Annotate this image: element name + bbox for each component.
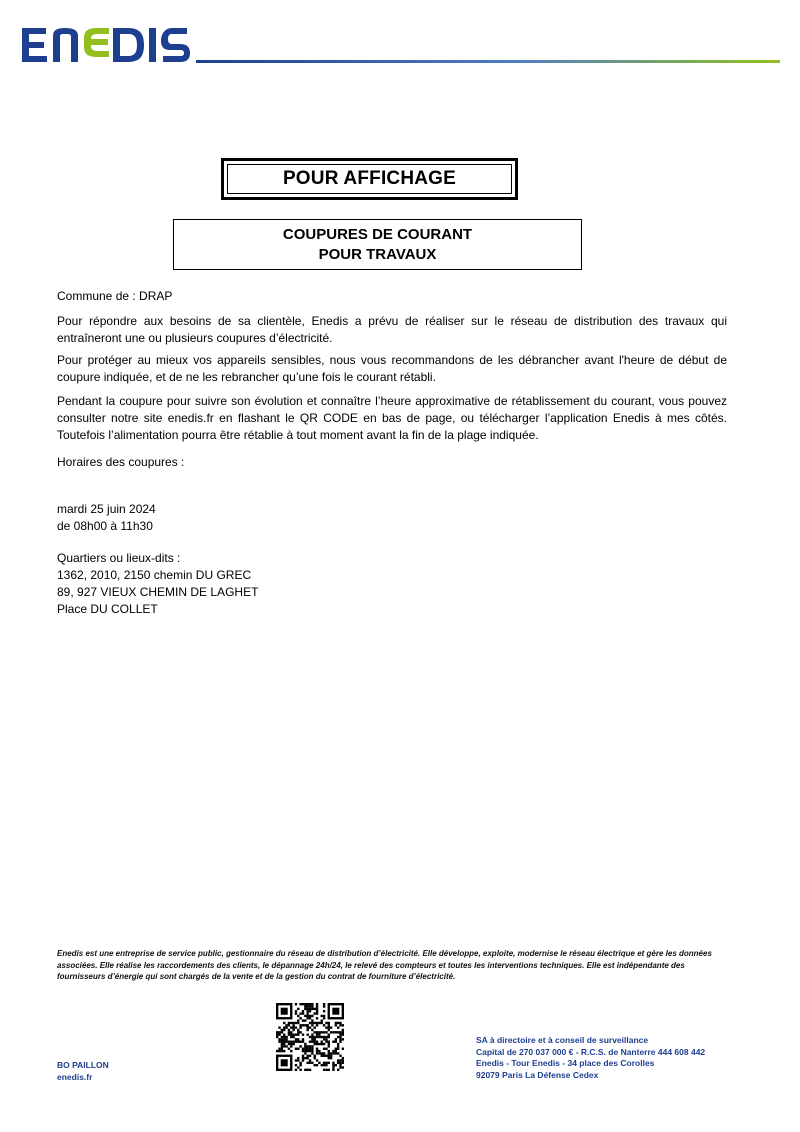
outage-date: mardi 25 juin 2024 xyxy=(57,502,156,516)
recommendation-paragraph: Pour protéger au mieux vos appareils sensibles, nous vous recommandons de les débrancher avant l'heure de début de coupure indiquée, et de ne les rebrancher qu’une fois le courant rétabli. xyxy=(57,353,727,384)
location-item: Place DU COLLET xyxy=(57,602,158,616)
pour-affichage-title: POUR AFFICHAGE xyxy=(227,164,512,194)
footer-left-block xyxy=(57,1060,109,1083)
legal-line: Enedis - Tour Enedis - 34 place des Corolles xyxy=(476,1058,655,1068)
pour-affichage-box xyxy=(221,158,518,200)
website-link[interactable]: enedis.fr xyxy=(57,1071,93,1082)
info-paragraph: Pendant la coupure pour suivre son évolution et connaître l’heure approximative de rétablissement du courant, vous pouvez consulter notre site enedis.fr en flashant le QR CODE en bas de page, ou télécharger l’application Enedis à mes côtés. Toutefois l’alimentation pourra être rétablie à tout moment avant la fin de la plage indiquée. xyxy=(57,394,727,442)
intro-paragraph: Pour répondre aux besoins de sa clientèle, Enedis a prévu de réaliser sur le réseau de distribution des travaux qui entraîneront une ou plusieurs coupures d’électricité. xyxy=(57,314,727,345)
disclaimer-line: associées. Elle réalise les raccordements des clients, le dépannage 24h/24, le relevé des compteurs et toutes les interventions techniques. Elle est indépendante des xyxy=(57,960,685,970)
footer-disclaimer xyxy=(57,948,747,983)
location-item: 1362, 2010, 2150 chemin DU GREC xyxy=(57,568,252,582)
qr-code-icon[interactable] xyxy=(276,1003,344,1071)
disclaimer-line: Enedis est une entreprise de service public, gestionnaire du réseau de distribution d’électricité. Elle développe, exploite, modernise le réseau électrique et gère les données xyxy=(57,949,712,958)
outage-time-range: de 08h00 à 11h30 xyxy=(57,519,153,533)
footer-legal-block xyxy=(476,1035,705,1081)
location-item: 89, 927 VIEUX CHEMIN DE LAGHET xyxy=(57,585,259,599)
legal-line: 92079 Paris La Défense Cedex xyxy=(476,1069,599,1080)
header-divider xyxy=(196,60,780,63)
legal-line: Capital de 270 037 000 € - R.C.S. de Nanterre 444 608 442 xyxy=(476,1046,706,1057)
coupures-title-box xyxy=(173,219,582,270)
coupures-title-line2: POUR TRAVAUX xyxy=(318,245,437,263)
enedis-logo xyxy=(20,22,190,68)
commune-label: Commune de : DRAP xyxy=(57,289,173,303)
agency-name: BO PAILLON xyxy=(57,1060,109,1070)
coupures-title-line1: COUPURES DE COURANT xyxy=(282,225,473,243)
quartiers-label: Quartiers ou lieux-dits : xyxy=(57,551,181,565)
legal-line: SA à directoire et à conseil de surveillance xyxy=(476,1035,649,1045)
horaires-label: Horaires des coupures : xyxy=(57,455,185,469)
disclaimer-line: fournisseurs d’énergie qui sont chargés de la vente et de la gestion du contrat de fourniture d’électricité. xyxy=(57,972,456,981)
